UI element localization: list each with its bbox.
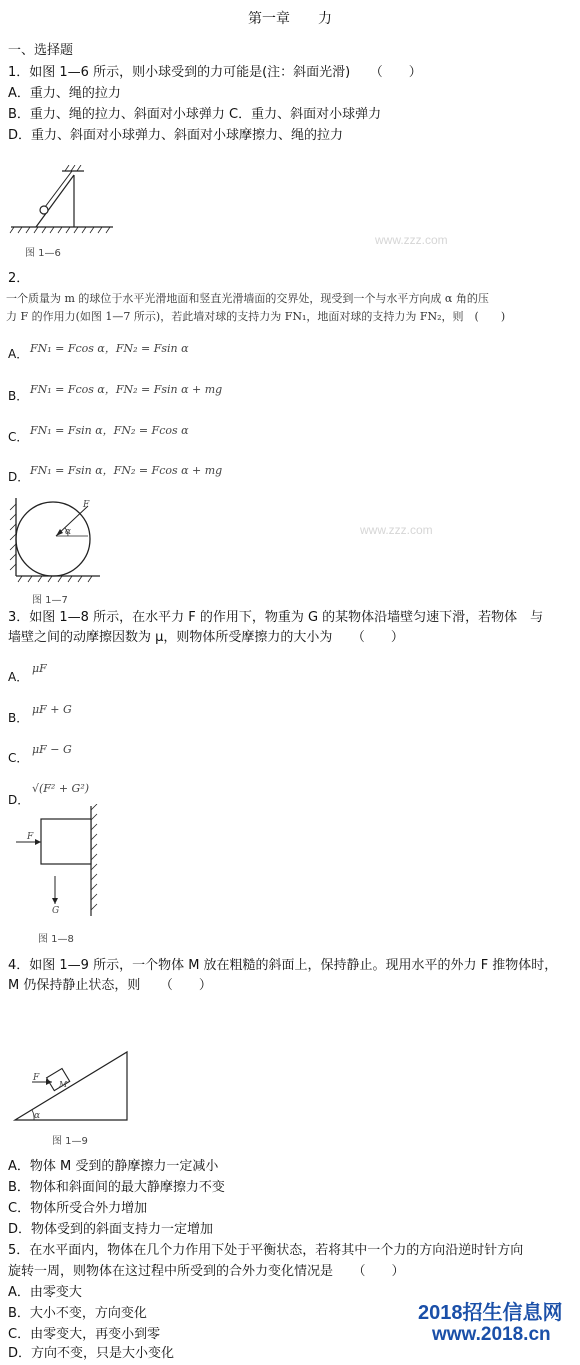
q3-caption: 图 1—8 [38,934,74,945]
figure-1-9 [12,1048,137,1126]
q2-fig-force-label: F [83,500,90,510]
figure-1-6 [8,165,118,240]
q1-option-d: D．重力、斜面对小球弹力、斜面对小球摩擦力、绳的拉力 [8,128,344,143]
q3-fig-force-label: F [27,832,34,842]
q5-stem-line1: 5．在水平面内，物体在几个力作用下处于平衡状态，若将其中一个力的方向沿逆时针方向 [8,1243,524,1258]
q4-stem-line1: 4．如图 1—9 所示，一个物体 M 放在粗糙的斜面上，保持静止。现用水平的外力 F 推物体时， [8,958,558,973]
chapter-title: 第一章 力 [248,11,332,27]
q5-option-a: A．由零变大 [8,1285,82,1300]
q2-option-d-formula: FN₁ = Fsin α，FN₂ = Fcos α + mg [30,464,223,477]
section-heading: 一、选择题 [8,43,74,58]
q4-option-b: B．物体和斜面间的最大静摩擦力不变 [8,1180,225,1195]
q4-fig-force-label: F [33,1073,40,1083]
q5-option-c: C．由零变大，再变小到零 [8,1327,161,1342]
q4-option-a: A．物体 M 受到的静摩擦力一定减小 [8,1159,219,1174]
q1-option-b: B．重力、绳的拉力、斜面对小球弹力 C．重力、斜面对小球弹力 [8,107,382,122]
q2-option-a-label: A． [8,347,29,361]
site-watermark-url: www.2018.cn [432,1324,551,1345]
q3-option-b-label: B． [8,711,29,725]
figure-1-7 [8,496,108,584]
q3-option-a-label: A． [8,670,29,684]
faint-watermark: www.zzz.com [375,233,448,247]
q2-option-a-formula: FN₁ = Fcos α，FN₂ = Fsin α [30,342,189,355]
q5-option-d: D．方向不变，只是大小变化 [8,1346,175,1361]
q2-stem-line2: 力 F 的作用力(如图 1—7 所示)，若此墙对球的支持力为 FN₁，地面对球的支持力为 FN₂，则 ( ) [6,310,506,323]
q4-option-c: C．物体所受合外力增加 [8,1201,148,1216]
q3-option-c-formula: μF − G [32,743,72,756]
q5-option-b: B．大小不变，方向变化 [8,1306,147,1321]
q2-caption: 图 1—7 [32,595,68,606]
q2-option-c-label: C． [8,430,29,444]
q2-fig-angle-label: α [65,527,72,537]
q5-stem-line2: 旋转一周，则物体在这过程中所受到的合外力变化情况是 （ ） [8,1264,405,1279]
q3-option-c-label: C． [8,751,29,765]
q2-number: 2． [8,271,30,286]
q3-option-d-label: D． [8,793,30,807]
q3-option-d-formula: √(F² + G²) [32,782,90,795]
q3-option-b-formula: μF + G [32,703,72,716]
q4-option-d: D．物体受到的斜面支持力一定增加 [8,1222,214,1237]
site-watermark-title: 2018招生信息网 [418,1302,563,1324]
q4-stem-line2: M 仍保持静止状态，则 （ ） [8,978,212,993]
q2-option-c-formula: FN₁ = Fsin α，FN₂ = Fcos α [30,424,189,437]
q2-stem-line1: 一个质量为 m 的球位于水平光滑地面和竖直光滑墙面的交界处，现受到一个与水平方向成 α 角的压 [6,292,489,305]
q1-stem: 1．如图 1—6 所示，则小球受到的力可能是(注：斜面光滑) （ ） [8,65,422,80]
q2-option-d-label: D． [8,470,30,484]
q2-option-b-formula: FN₁ = Fcos α，FN₂ = Fsin α + mg [30,383,223,396]
figure-1-8 [12,804,102,922]
q4-fig-mass-label: M [59,1080,68,1089]
q3-fig-weight-label: G [52,906,60,916]
q3-stem-line1: 3．如图 1—8 所示，在水平力 F 的作用下，物重为 G 的某物体沿墙壁匀速下滑，若物体 与 [8,610,544,625]
q1-option-a: A．重力、绳的拉力 [8,86,121,101]
q4-caption: 图 1—9 [52,1136,88,1147]
faint-watermark: www.zzz.com [360,523,433,537]
q3-stem-line2: 墙壁之间的动摩擦因数为 μ，则物体所受摩擦力的大小为 （ ） [8,630,404,645]
q4-fig-angle-label: α [34,1111,41,1121]
q3-option-a-formula: μF [32,662,47,675]
q2-option-b-label: B． [8,389,29,403]
q1-caption: 图 1—6 [25,248,61,259]
